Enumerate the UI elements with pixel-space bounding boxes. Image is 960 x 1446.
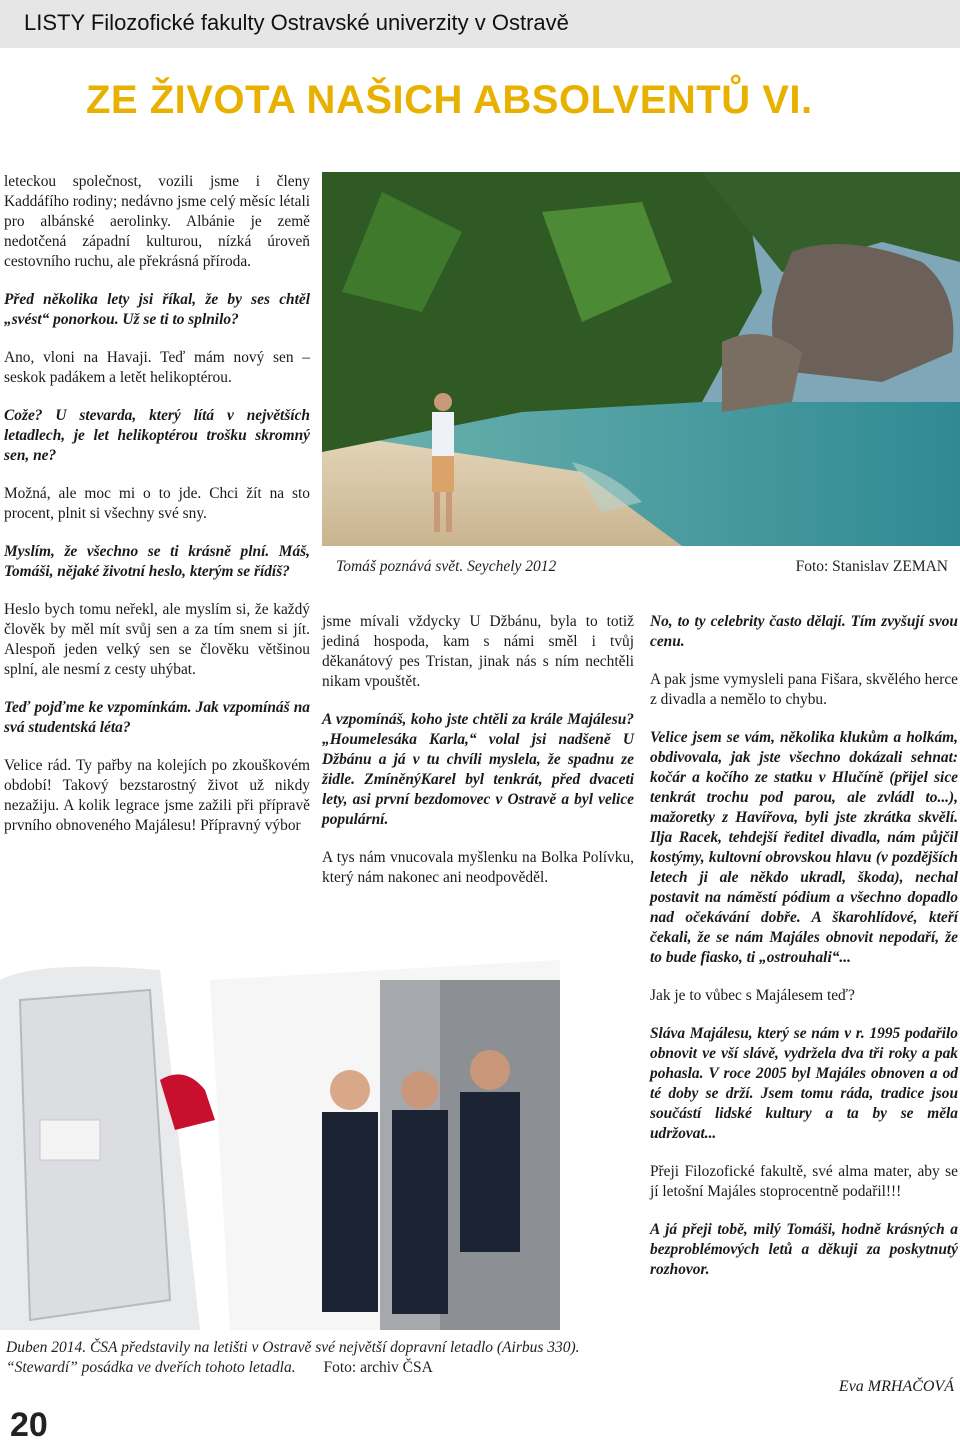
author-signature: Eva MRHAČOVÁ — [838, 1378, 954, 1395]
text-column-2 — [322, 612, 634, 906]
text-column-3 — [650, 612, 958, 1298]
interview-answer: Ano, vloni na Havaji. Teď mám nový sen – seskok padákem a letět helikoptérou. — [4, 349, 310, 386]
interview-question: Velice jsem se vám, několika klukům a holkám, obdivovala, jak jste všechno dokázali sehnat: kočár a kočího ze statku v Hlučíně (přijel sice tenkrát trochu pod parou, ale zvládl to...), mažoretky z Havířova, byli jste zkrátka skvělí. Ilja Racek, tehdejší ředitel divadla, nám půjčil kostýmy, kultovní obrovskou hlavu (v pozdějších letech ji ale někdo ukradl, škoda), nechal postavit na náměstí pódium a všechno dopadlo nad očekávání dobře. A škarohlídové, kteří čekali, že se nám Majáles obnovit nepodaří, že to bude fiasko, ti „ostrouhali“... — [650, 729, 958, 966]
interview-question: Sláva Majálesu, který se nám v r. 1995 podařilo obnovit ve vší slávě, vydržela dva tři roky a pak pohasla. V roce 2005 byl Majáles obnoven a od té doby se drží. Jsem tomu ráda, tradice jsou součástí lidské kultury a ta by se měla udržovat... — [650, 1025, 958, 1142]
interview-question: Teď pojďme ke vzpomínkám. Jak vzpomínáš na svá studentská léta? — [4, 699, 310, 736]
interview-question: No, to ty celebrity často dělají. Tím zvyšují svou cenu. — [650, 613, 958, 650]
beach-photo — [322, 172, 960, 546]
header-bar — [0, 0, 960, 48]
interview-question: A já přeji tobě, milý Tomáši, hodně krásných a bezproblémových letů a děkuji za poskytnutý rozhovor. — [650, 1221, 958, 1278]
interview-answer: leteckou společnost, vozili jsme i členy Kaddáfího rodiny; nedávno jsme celý měsíc létali pro albánské aerolinky. Albánie je země nedotčená západní kulturou, nízká úroveň cestovního ruchu, ale překrásná příroda. — [4, 173, 311, 270]
crew-photo — [0, 940, 638, 1330]
interview-answer: Přeji Filozofické fakultě, své alma mater, aby se jí letošní Majáles stoprocentně podařil!!! — [650, 1163, 958, 1200]
beach-photo-caption: Tomáš poznává svět. Seychely 2012 — [336, 558, 557, 575]
page-number: 20 — [10, 1406, 48, 1444]
interview-answer: A pak jsme vymysleli pana Fišara, skvělého herce z divadla a nemělo to chybu. — [650, 671, 958, 708]
crew-photo-caption — [6, 1338, 634, 1378]
text-column-1 — [4, 172, 310, 854]
crew-photo-credit: Foto: archiv ČSA — [323, 1359, 433, 1376]
interview-question: Myslím, že všechno se ti krásně plní. Máš, Tomáši, nějaké životní heslo, kterým se řídíš? — [4, 543, 310, 580]
interview-question: Cože? U stevarda, který lítá v největších letadlech, je let helikoptérou trošku skromný sen, ne? — [4, 407, 310, 464]
article-headline: ZE ŽIVOTA NAŠICH ABSOLVENTŮ VI. — [86, 78, 813, 122]
journal-title: LISTY Filozofické fakulty Ostravské univerzity v Ostravě — [24, 10, 569, 35]
interview-answer: Možná, ale moc mi o to jde. Chci žít na sto procent, plnit si všechny své sny. — [4, 485, 310, 522]
crew-photo-caption-text: Duben 2014. ČSA představily na letišti v Ostravě své největší dopravní letadlo (Airbus 330). “Stewardí” posádka ve dveřích tohoto letadla. — [6, 1339, 580, 1376]
interview-answer: Jak je to vůbec s Majálesem teď? — [650, 987, 855, 1004]
interview-answer: A tys nám vnucovala myšlenku na Bolka Polívku, který nám nakonec ani neodpověděl. — [322, 849, 634, 886]
interview-answer: jsme mívali vždycky U Džbánu, byla to totiž jediná hospoda, kam s námi směl i tvůj děkanátový pes Tristan, jinak nás s ním nechtěli nikam vpouštět. — [322, 613, 634, 690]
interview-answer: Heslo bych tomu neřekl, ale myslím si, že každý člověk by měl mít svůj sen a za tím snem si jít. Alespoň jeden velký sen se člověku většinou splní, ale nesmí z cesty uhýbat. — [4, 601, 310, 678]
interview-question: A vzpomínáš, koho jste chtěli za krále Majálesu? „Houmelesáka Karla,“ volal jsi nadšeně U Džbánu a já v tu chvíli myslela, že spadnu ze židle. ZmíněnýKarel byl tenkrát, před dvaceti lety, asi první bezdomovec v Ostravě a byl velice populární. — [322, 711, 634, 828]
interview-question: Před několika lety jsi říkal, že by ses chtěl „svést“ ponorkou. Už se ti to splnilo? — [4, 291, 310, 328]
interview-answer: Velice rád. Ty pařby na kolejích po zkouškovém období! Takový bezstarostný život už nikdy nezažiju. A kolik legrace jsme zažili při přípravě prvního obnoveného Majálesu! Přípravný výbor — [4, 757, 310, 834]
beach-photo-credit: Foto: Stanislav ZEMAN — [795, 558, 948, 575]
